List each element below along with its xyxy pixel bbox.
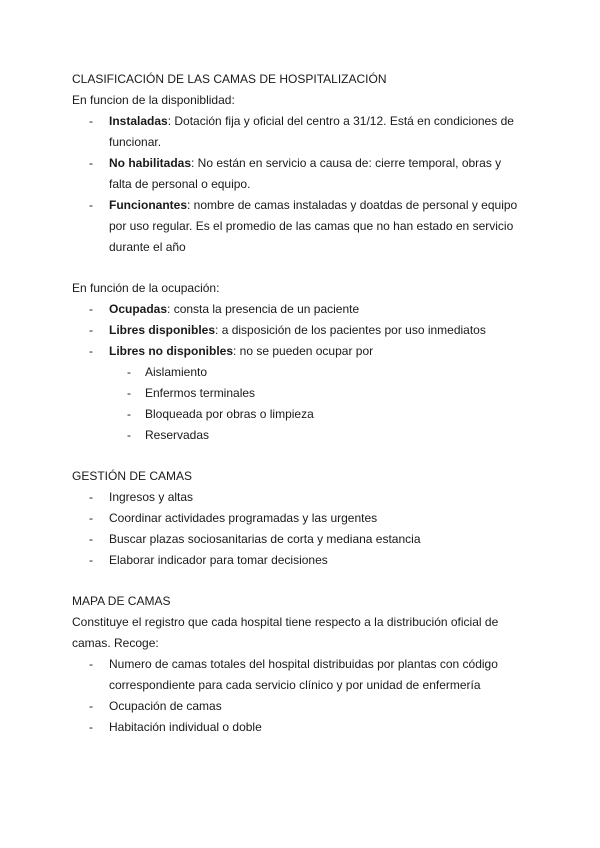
list-item (72, 529, 532, 550)
bullet-dash: - (127, 365, 131, 379)
list-item (72, 717, 532, 738)
item-text: Habitación individual o doble (109, 720, 262, 734)
list-item-libres-no-disponibles (72, 341, 532, 362)
bullet-dash: - (89, 302, 93, 316)
sublist-text: Bloqueada por obras o limpieza (145, 407, 314, 421)
spacer (72, 258, 532, 278)
document-content (72, 69, 532, 738)
list-item-libres-disponibles (72, 320, 532, 341)
list-item-funcionantes (72, 195, 532, 258)
bullet-dash: - (127, 386, 131, 400)
term-funcionantes: Funcionantes (109, 198, 188, 212)
item-text: Coordinar actividades programadas y las urgentes (109, 511, 378, 525)
item-text: : nombre de camas instaladas y doatdas de personal y equipo (187, 198, 518, 212)
item-continuation: correspondiente para cada servicio clínico y por unidad de enfermería (109, 678, 481, 692)
section-title-mapa: MAPA DE CAMAS (72, 594, 171, 608)
spacer (72, 446, 532, 466)
list-item-ocupadas (72, 299, 532, 320)
bullet-dash: - (89, 114, 93, 128)
term-instaladas: Instaladas (109, 114, 168, 128)
item-text: Ocupación de camas (109, 699, 222, 713)
item-continuation: por uso regular. Es el promedio de las camas que no han estado en servicio (109, 219, 514, 233)
bullet-dash: - (127, 407, 131, 421)
item-text: Ingresos y altas (109, 490, 194, 504)
term-no-habilitadas: No habilitadas (109, 156, 192, 170)
bullet-dash: - (89, 198, 93, 212)
sublist-item (72, 362, 532, 383)
item-text: : no se pueden ocupar por (233, 344, 374, 358)
section-title-clasificacion: CLASIFICACIÓN DE LAS CAMAS DE HOSPITALIZACIÓN (72, 72, 387, 86)
section-title-gestion: GESTIÓN DE CAMAS (72, 469, 193, 483)
bullet-dash: - (89, 156, 93, 170)
bullet-dash: - (89, 511, 93, 525)
item-text: Buscar plazas sociosanitarias de corta y mediana estancia (109, 532, 421, 546)
item-text: Elaborar indicador para tomar decisiones (109, 553, 328, 567)
term-libres-disponibles: Libres disponibles (109, 323, 216, 337)
bullet-dash: - (89, 657, 93, 671)
list-item (72, 550, 532, 571)
sublist-item (72, 383, 532, 404)
item-text: Numero de camas totales del hospital distribuidas por plantas con código (109, 657, 498, 671)
list-item-instaladas (72, 111, 532, 153)
subheading-disponibilidad: En funcion de la disponiblidad: (72, 93, 235, 107)
list-item (72, 654, 532, 696)
item-continuation: falta de personal o equipo. (109, 177, 251, 191)
sublist-item (72, 425, 532, 446)
term-libres-no-disponibles: Libres no disponibles (109, 344, 234, 358)
list-item-no-habilitadas (72, 153, 532, 195)
item-text: : Dotación fija y oficial del centro a 31/12. Está en condiciones de (167, 114, 514, 128)
bullet-dash: - (89, 490, 93, 504)
bullet-dash: - (89, 323, 93, 337)
sublist-text: Enfermos terminales (145, 386, 256, 400)
subheading-ocupacion: En función de la ocupación: (72, 281, 220, 295)
list-item (72, 487, 532, 508)
bullet-dash: - (89, 553, 93, 567)
spacer (72, 571, 532, 591)
item-continuation: funcionar. (109, 135, 162, 149)
list-item (72, 508, 532, 529)
bullet-dash: - (89, 720, 93, 734)
sublist-item (72, 404, 532, 425)
item-text: : consta la presencia de un paciente (167, 302, 360, 316)
sublist-text: Reservadas (145, 428, 210, 442)
bullet-dash: - (89, 344, 93, 358)
bullet-dash: - (89, 532, 93, 546)
item-text: : No están en servicio a causa de: cierre temporal, obras y (191, 156, 502, 170)
list-item (72, 696, 532, 717)
bullet-dash: - (89, 699, 93, 713)
item-continuation: durante el año (109, 240, 186, 254)
bullet-dash: - (127, 428, 131, 442)
item-text: : a disposición de los pacientes por uso inmediatos (215, 323, 486, 337)
paragraph-line: camas. Recoge: (72, 636, 159, 650)
term-ocupadas: Ocupadas (109, 302, 168, 316)
paragraph-line: Constituye el registro que cada hospital tiene respecto a la distribución oficial de (72, 615, 499, 629)
sublist-text: Aislamiento (145, 365, 208, 379)
